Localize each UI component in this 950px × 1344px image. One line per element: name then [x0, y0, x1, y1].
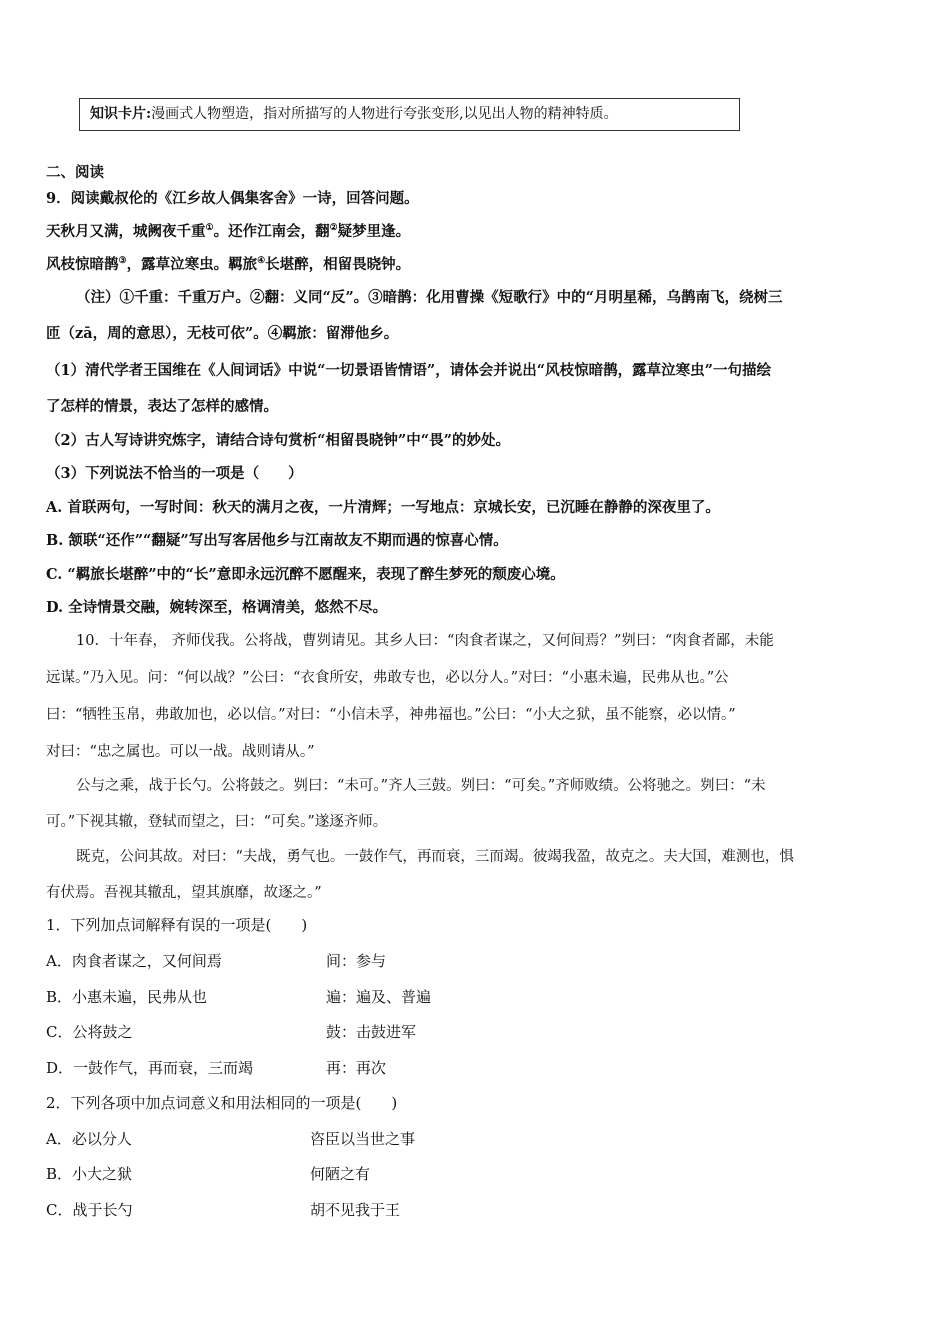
q9-note-line-1: （注）①千重：千重万户。②翻：义同“反”。③暗鹊：化用曹操《短歌行》中的“月明星稀，乌鹊南飞，绕树三 [76, 289, 783, 306]
q10-sub1-option-d: D．一鼓作气，再而衰，三而竭 [46, 1059, 254, 1077]
q10-passage-p1-line-2: 远谋。”乃入见。问：“何以战？”公曰：“衣食所安，弗敢专也，必以分人。”对曰：“小惠未遍，民弗从也。”公 [46, 670, 729, 686]
q10-sub2-stem: 2．下列各项中加点词意义和用法相同的一项是( ) [46, 1094, 398, 1112]
q9-option-c: C. “羁旅长堪醉”中的“长”意即永远沉醉不愿醒来，表现了醉生梦死的颓废心境。 [46, 566, 565, 583]
q10-passage-p1-line-4: 对曰：“忠之属也。可以一战。战则请从。” [46, 744, 315, 760]
q10-sub2-option-b: B．小大之狱 [46, 1165, 133, 1183]
q10-passage-p2-line-2: 可。”下视其辙，登轼而望之，曰：“可矣。”遂逐齐师。 [46, 814, 388, 830]
q10-sub1-option-a-gloss: 间：参与 [326, 952, 387, 970]
knowledge-card-label: 知识卡片: [90, 106, 152, 122]
q9-sub2: （2）古人写诗讲究炼字，请结合诗句赏析“相留畏晓钟”中“畏”的妙处。 [46, 432, 510, 449]
q9-stem: 9．阅读戴叔伦的《江乡故人偶集客舍》一诗，回答问题。 [46, 190, 419, 207]
footnote-mark: ① [205, 223, 214, 233]
q10-passage-p3-line-1: 既克，公问其故。对曰：“夫战，勇气也。一鼓作气，再而衰，三而竭。彼竭我盈，故克之。夫大国，难测也，惧 [76, 849, 794, 865]
q9-poem-line-2: 风枝惊暗鹊③，露草泣寒虫。羁旅④长堪醉，相留畏晓钟。 [46, 256, 411, 273]
footnote-mark: ② [329, 223, 338, 233]
q10-passage-p1-line-1: 10．十年春， 齐师伐我。公将战，曹刿请见。其乡人曰：“肉食者谋之，又何间焉？”刿曰：“肉食者鄙，未能 [76, 633, 774, 649]
q9-note-line-2: 匝（zā，周的意思），无枝可依”。④羁旅：留滞他乡。 [46, 325, 399, 342]
q10-passage-p2-line-1: 公与之乘，战于长勺。公将鼓之。刿曰：“未可。”齐人三鼓。刿曰：“可矣。”齐师败绩。公将驰之。刿曰：“未 [76, 778, 766, 794]
q10-sub2-option-a: A．必以分人 [46, 1130, 132, 1148]
q10-sub2-option-a-compare: 咨臣以当世之事 [310, 1130, 416, 1148]
q9-option-a: A. 首联两句，一写时间：秋天的满月之夜，一片清辉；一写地点：京城长安，已沉睡在静静的深夜里了。 [46, 499, 720, 516]
q10-sub2-option-c-compare: 胡不见我于王 [310, 1201, 401, 1219]
q10-sub1-option-b: B．小惠未遍，民弗从也 [46, 988, 208, 1006]
q10-sub1-option-d-gloss: 再：再次 [326, 1059, 387, 1077]
q10-sub2-option-b-compare: 何陋之有 [310, 1165, 371, 1183]
q10-passage-p3-line-2: 有伏焉。吾视其辙乱，望其旗靡，故逐之。” [46, 885, 322, 901]
q9-option-d: D. 全诗情景交融，婉转深至，格调清美，悠然不尽。 [46, 599, 388, 616]
q10-sub1-option-c-gloss: 鼓：击鼓进军 [326, 1023, 417, 1041]
q10-passage-p1-line-3: 曰：“牺牲玉帛，弗敢加也，必以信。”对曰：“小信未孚，神弗福也。”公曰：“小大之狱，虽不能察，必以情。” [46, 707, 736, 723]
q9-poem-line-1: 天秋月又满，城阙夜千重①。还作江南会，翻②疑梦里逢。 [46, 223, 411, 240]
q10-sub1-option-b-gloss: 遍：遍及、普遍 [326, 988, 432, 1006]
footnote-mark: ④ [257, 256, 266, 266]
q9-sub1-line-1: （1）清代学者王国维在《人间词话》中说“一切景语皆情语”，请体会并说出“风枝惊暗鹊，露草泣寒虫”一句描绘 [46, 362, 771, 379]
q10-sub1-stem: 1．下列加点词解释有误的一项是( ) [46, 916, 308, 934]
knowledge-card [79, 98, 740, 131]
q9-sub3: （3）下列说法不恰当的一项是（ ） [46, 465, 303, 482]
section-title: 二、阅读 [46, 164, 104, 181]
footnote-mark: ③ [118, 256, 127, 266]
q10-sub1-option-a: A．肉食者谋之，又何间焉 [46, 952, 222, 970]
q9-option-b: B. 颔联“还作”“翻疑”写出写客居他乡与江南故友不期而遇的惊喜心情。 [46, 532, 508, 549]
q10-sub2-option-c: C．战于长勺 [46, 1201, 133, 1219]
q9-sub1-line-2: 了怎样的情景，表达了怎样的感情。 [46, 398, 278, 415]
q10-sub1-option-c: C．公将鼓之 [46, 1023, 133, 1041]
knowledge-card-text: 漫画式人物塑造，指对所描写的人物进行夸张变形,以见出人物的精神特质。 [151, 106, 618, 122]
